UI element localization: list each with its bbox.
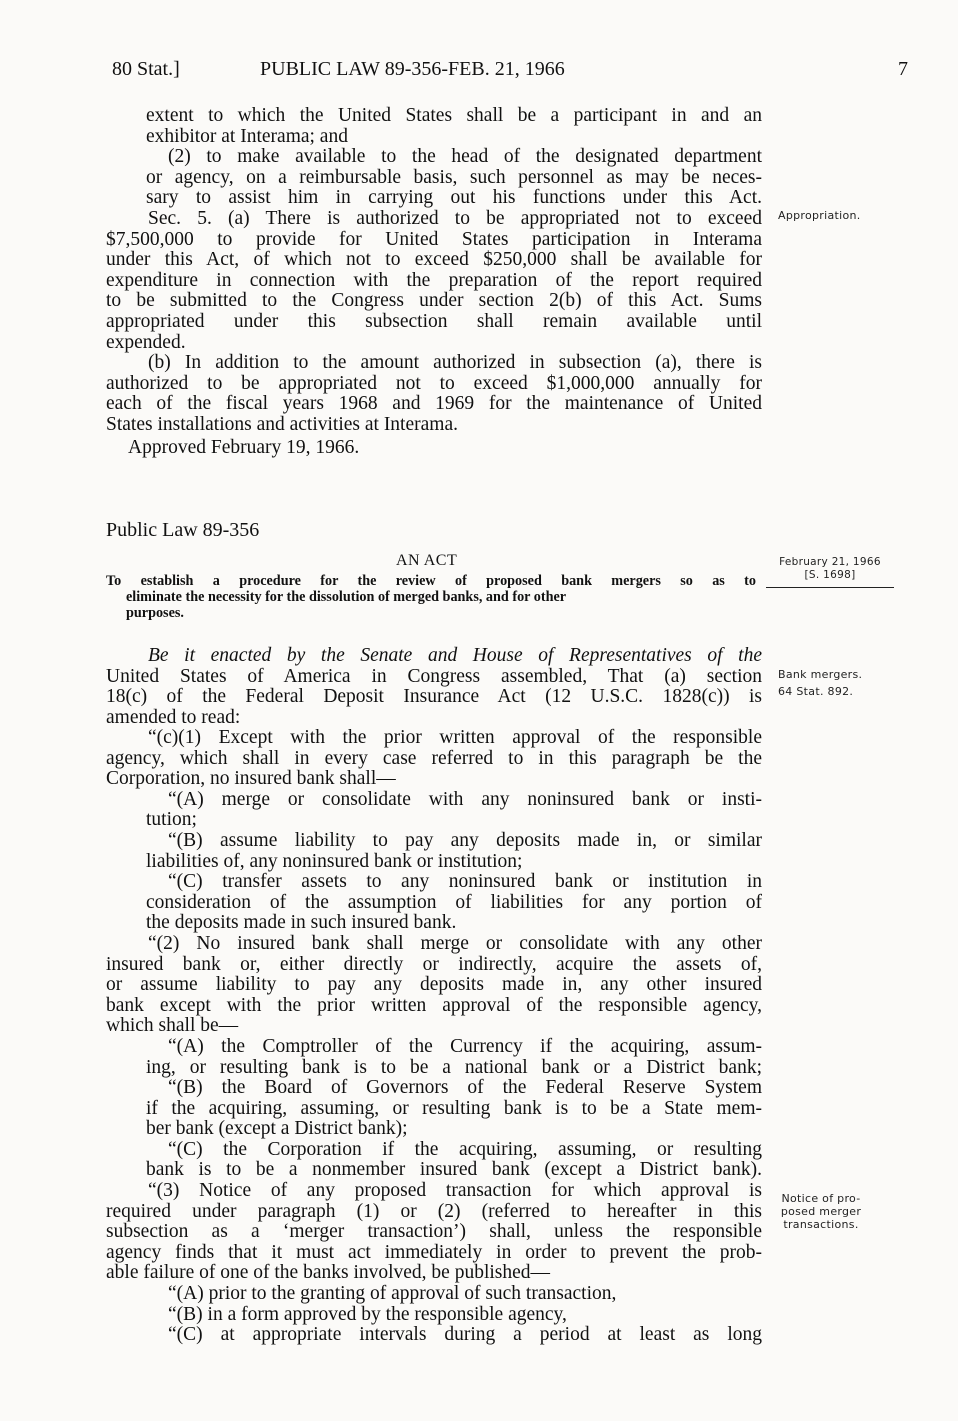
text-line: agency finds that it must act immediately in order to prevent the prob-	[106, 1241, 762, 1263]
an-act-label: AN ACT	[396, 552, 458, 569]
text-line: (2) to make available to the head of the designated department	[168, 146, 762, 168]
text-line: expended.	[106, 331, 186, 353]
notice-line: Notice of pro-	[781, 1192, 861, 1205]
text-line: each of the fiscal years 1968 and 1969 for the maintenance of United	[106, 393, 762, 415]
enacting-clause	[106, 646, 762, 728]
text-line: ing, or resulting bank is to be a national bank or a District bank;	[146, 1056, 762, 1078]
text-line: agency, which shall in every case referred to in this paragraph be the	[106, 747, 762, 769]
notice-line: transactions.	[783, 1218, 859, 1231]
margin-note-notice	[776, 1192, 866, 1231]
text-line: Sec. 5. (a) There is authorized to be appropriated not to exceed	[148, 207, 762, 229]
approval-date-line: Approved February 19, 1966.	[128, 436, 360, 458]
prior-law-section	[106, 106, 762, 458]
text-line: expenditure in connection with the preparation of the report required	[106, 269, 762, 291]
enactment-date: February 21, 1966	[779, 556, 881, 568]
text-line: or assume liability to pay any deposits made in, any other insured	[106, 974, 762, 996]
text-line: consideration of the assumption of liabilities for any portion of	[146, 891, 762, 913]
notice-line: posed merger	[780, 1205, 862, 1218]
text-line: Be it enacted by the Senate and House of Representatives of the	[148, 645, 762, 666]
margin-rule	[766, 587, 894, 588]
text-line: “(C) the Corporation if the acquiring, assuming, or resulting	[168, 1138, 762, 1160]
text-line: sary to assist him in carrying out his functions under this Act.	[146, 187, 762, 209]
text-line: subsection as a ‘merger transaction’) shall, unless the responsible	[106, 1221, 762, 1243]
text-line: or agency, on a reimbursable basis, such personnel as may be neces-	[146, 166, 762, 188]
text-line: “(B) in a form approved by the responsible agency,	[168, 1303, 567, 1325]
text-line: appropriated under this subsection shall remain available until	[106, 310, 762, 332]
margin-note-appropriation: Appropriation.	[778, 209, 861, 222]
text-line: “(3) Notice of any proposed transaction for which approval is	[148, 1180, 762, 1202]
text-line: under this Act, of which not to exceed $250,000 shall be available for	[106, 249, 762, 271]
text-line: amended to read:	[106, 706, 241, 728]
text-line: “(A) merge or consolidate with any noninsured bank or insti-	[168, 788, 762, 810]
text-line: “(A) prior to the granting of approval of such transaction,	[168, 1283, 617, 1305]
text-line: “(C) at appropriate intervals during a period at least as long	[168, 1324, 762, 1346]
text-line: States installations and activities at Interama.	[106, 413, 458, 435]
page-number: 7	[898, 58, 908, 80]
text-line: “(B) the Board of Governors of the Federal Reserve System	[168, 1077, 762, 1099]
text-line: which shall be—	[106, 1015, 239, 1037]
stat-citation: 64 Stat. 892.	[778, 685, 854, 698]
text-line: insured bank or, either directly or indirectly, acquire the assets of,	[106, 953, 762, 975]
act-purpose	[106, 573, 756, 621]
text-line: the deposits made in such insured bank.	[146, 912, 457, 934]
running-title: PUBLIC LAW 89-356-FEB. 21, 1966	[260, 58, 565, 80]
text-line: “(c)(1) Except with the prior written approval of the responsible	[148, 727, 762, 748]
text-line: exhibitor at Interama; and	[146, 125, 348, 147]
stat-reference: 80 Stat.]	[112, 58, 180, 80]
text-line: Corporation, no insured bank shall—	[106, 768, 396, 790]
bill-number: [S. 1698]	[804, 569, 856, 581]
text-line: (b) In addition to the amount authorized in subsection (a), there is	[148, 352, 762, 374]
purpose-line: purposes.	[126, 605, 184, 621]
bank-mergers-label: Bank mergers.	[778, 668, 863, 681]
text-line: to be submitted to the Congress under section 2(b) of this Act. Sums	[106, 290, 762, 312]
text-line: extent to which the United States shall be a participant in and an	[146, 105, 762, 126]
text-line: tution;	[146, 809, 197, 831]
page-header	[112, 58, 908, 88]
text-line: required under paragraph (1) or (2) (referred to hereafter in this	[106, 1200, 762, 1222]
text-line: United States of America in Congress assembled, That (a) section	[106, 665, 762, 687]
text-line: authorized to be appropriated not to exceed $1,000,000 annually for	[106, 372, 762, 394]
text-line: bank except with the prior written approval of the responsible agency,	[106, 994, 762, 1016]
text-line: “(2) No insured bank shall merge or consolidate with any other	[148, 932, 762, 954]
text-line: ber bank (except a District bank);	[146, 1118, 408, 1140]
text-line: liabilities of, any noninsured bank or institution;	[146, 850, 523, 872]
law-heading: Public Law 89-356	[106, 519, 260, 541]
text-line: if the acquiring, assuming, or resulting bank is to be a State mem-	[146, 1097, 762, 1119]
text-line: able failure of one of the banks involved, be published—	[106, 1262, 551, 1284]
text-line: bank is to be a nonmember insured bank (except a District bank).	[146, 1159, 762, 1181]
text-line: “(C) transfer assets to any noninsured bank or institution in	[168, 871, 762, 893]
text-line: “(A) the Comptroller of the Currency if the acquiring, assum-	[168, 1035, 762, 1057]
margin-note-bank-mergers	[778, 668, 908, 698]
amended-section	[106, 728, 762, 1346]
text-line: 18(c) of the Federal Deposit Insurance Act (12 U.S.C. 1828(c)) is	[106, 686, 762, 708]
purpose-line: To establish a procedure for the review of proposed bank mergers so as to	[106, 573, 756, 589]
margin-note-date	[766, 556, 894, 582]
text-line: “(B) assume liability to pay any deposits made in, or similar	[168, 829, 762, 851]
text-line: $7,500,000 to provide for United States participation in Interama	[106, 228, 762, 250]
purpose-line: eliminate the necessity for the dissolution of merged banks, and for other	[126, 589, 567, 605]
